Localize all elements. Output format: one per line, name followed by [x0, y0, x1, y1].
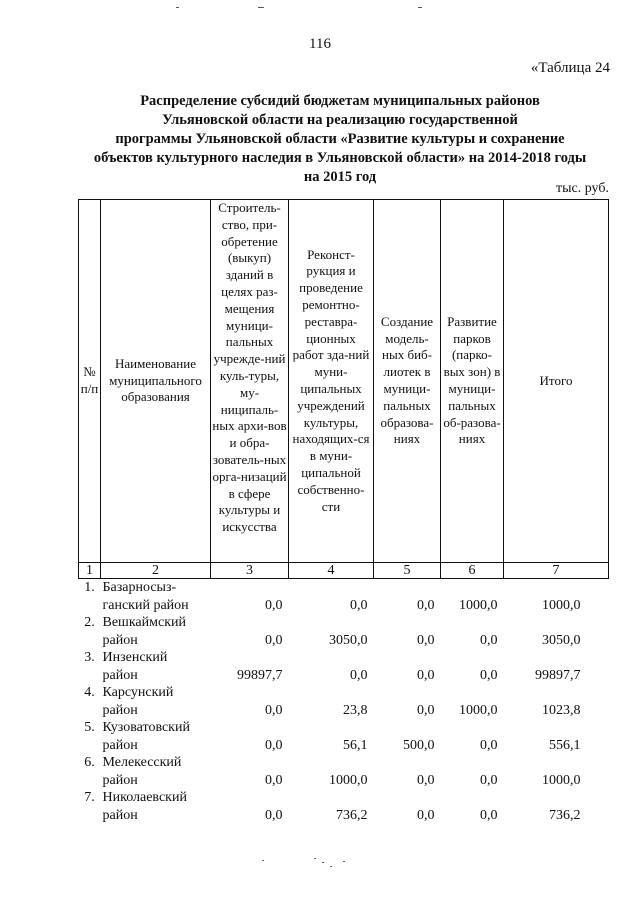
- column-number: 1: [79, 563, 101, 579]
- municipality-name-line: район: [102, 702, 138, 718]
- column-number: 6: [441, 563, 504, 579]
- municipality-name-line: Инзенский: [102, 650, 168, 665]
- column-number: 5: [374, 563, 441, 579]
- header-parks: Развитие парков (парко-вых зон) в муници-пальных об-разова-ниях: [441, 200, 504, 563]
- table-row: [79, 614, 609, 649]
- cell-value: 99897,7: [237, 667, 283, 683]
- column-number: 7: [504, 563, 609, 579]
- cell-value: 0,0: [265, 772, 283, 788]
- municipality-name-line: район: [102, 772, 138, 788]
- cell-value: 0,0: [265, 597, 283, 613]
- cell-value: 0,0: [350, 667, 368, 683]
- municipality-name-line: Карсунский: [102, 685, 174, 700]
- cell-value: 0,0: [480, 667, 498, 683]
- municipality-name: [101, 754, 211, 789]
- row-number: 4.: [84, 685, 95, 700]
- row-number: 1.: [84, 580, 95, 595]
- row-number: 2.: [84, 615, 95, 630]
- cell-value: 556,1: [549, 737, 581, 753]
- table-label: «Таблица 24: [530, 60, 610, 76]
- header-libraries: Создание модель-ных биб-лиотек в муници-пальных образова-ниях: [374, 200, 441, 563]
- row-number: 3.: [84, 650, 95, 665]
- cell-value: 1000,0: [459, 702, 498, 718]
- header-construction: Строитель-ство, при-обретение (выкуп) зданий в целях раз-мещения муници-пальных учрежде-ний куль-туры, му-ниципаль-ных архи-вов и обра-зователь-ных орга-низаций в сфере культуры и искусства: [211, 200, 289, 563]
- municipality-name-line: ганский район: [102, 597, 189, 613]
- scan-artifact: [330, 866, 332, 867]
- table-row: [79, 684, 609, 719]
- cell-value: 0,0: [417, 772, 435, 788]
- cell-value: 0,0: [480, 632, 498, 648]
- municipality-name: [101, 614, 211, 649]
- municipality-name-line: район: [102, 667, 138, 683]
- cell-value: 0,0: [417, 667, 435, 683]
- municipality-name: [101, 579, 211, 615]
- scan-artifact: [262, 860, 264, 861]
- cell-value: 3050,0: [542, 632, 581, 648]
- cell-value: 0,0: [265, 632, 283, 648]
- municipality-name-line: Вешкаймский: [102, 615, 186, 630]
- cell-value: 1000,0: [329, 772, 368, 788]
- scan-artifact: [258, 7, 264, 8]
- scan-artifact: [176, 7, 179, 8]
- table-row: [79, 754, 609, 789]
- municipality-name: [101, 649, 211, 684]
- table-row: [79, 649, 609, 684]
- table-row: [79, 789, 609, 824]
- scan-artifact: [343, 861, 345, 862]
- scan-artifact: [322, 862, 324, 863]
- cell-value: 56,1: [343, 737, 368, 753]
- subsidy-table: [78, 199, 609, 824]
- municipality-name: [101, 789, 211, 824]
- title-line: объектов культурного наследия в Ульяновской области» на 2014-2018 годы: [93, 150, 587, 166]
- title-line: программы Ульяновской области «Развитие культуры и сохранение: [115, 131, 565, 147]
- cell-value: 0,0: [350, 597, 368, 613]
- column-number: 4: [289, 563, 374, 579]
- column-number: 3: [211, 563, 289, 579]
- municipality-name-line: Николаевский: [102, 790, 187, 805]
- scan-artifact: [418, 7, 422, 8]
- cell-value: 1000,0: [542, 772, 581, 788]
- cell-value: 1000,0: [542, 597, 581, 613]
- municipality-name-line: Кузоватовский: [102, 720, 190, 735]
- cell-value: 3050,0: [329, 632, 368, 648]
- table-body: [79, 579, 609, 825]
- cell-value: 0,0: [480, 772, 498, 788]
- title-line: на 2015 год: [303, 169, 377, 185]
- cell-value: 0,0: [480, 737, 498, 753]
- cell-value: 1023,8: [542, 702, 581, 718]
- page-number: 116: [309, 36, 331, 52]
- row-number: 7.: [84, 790, 95, 805]
- cell-value: 0,0: [417, 597, 435, 613]
- header-reconstruction: Реконст-рукция и проведение ремонтно-реставра-ционных работ зда-ний муни-ципальных учреждений культуры, находящих-ся в муни-ципальной собственно-сти: [289, 200, 374, 563]
- municipality-name: [101, 719, 211, 754]
- cell-value: 0,0: [417, 702, 435, 718]
- cell-value: 736,2: [336, 807, 368, 823]
- cell-value: 0,0: [480, 807, 498, 823]
- header-row: [79, 200, 609, 563]
- row-number: 6.: [84, 755, 95, 770]
- title-line: Распределение субсидий бюджетам муниципальных районов: [140, 93, 540, 109]
- municipality-name-line: район: [102, 737, 138, 753]
- cell-value: 500,0: [403, 737, 435, 753]
- municipality-name-line: Мелекесский: [102, 755, 182, 770]
- title-line: Ульяновской области на реализацию государственной: [162, 112, 518, 128]
- cell-value: 0,0: [265, 702, 283, 718]
- column-number: 2: [101, 563, 211, 579]
- header-number: № п/п: [79, 200, 101, 563]
- municipality-name-line: Базарносыз-: [102, 580, 177, 595]
- table-row: [79, 719, 609, 754]
- cell-value: 0,0: [417, 807, 435, 823]
- cell-value: 0,0: [265, 737, 283, 753]
- cell-value: 0,0: [417, 632, 435, 648]
- header-total: Итого: [504, 200, 609, 563]
- header-municipality: Наименование муниципального образования: [101, 200, 211, 563]
- scan-artifact: [314, 858, 316, 859]
- cell-value: 99897,7: [535, 667, 581, 683]
- municipality-name-line: район: [102, 632, 138, 648]
- table-row: [79, 579, 609, 615]
- document-title: [70, 92, 610, 187]
- cell-value: 736,2: [549, 807, 581, 823]
- column-number-row: [79, 563, 609, 579]
- cell-value: 0,0: [265, 807, 283, 823]
- row-number: 5.: [84, 720, 95, 735]
- units-label: тыс. руб.: [556, 181, 609, 196]
- cell-value: 23,8: [343, 702, 368, 718]
- municipality-name: [101, 684, 211, 719]
- cell-value: 1000,0: [459, 597, 498, 613]
- municipality-name-line: район: [102, 807, 138, 823]
